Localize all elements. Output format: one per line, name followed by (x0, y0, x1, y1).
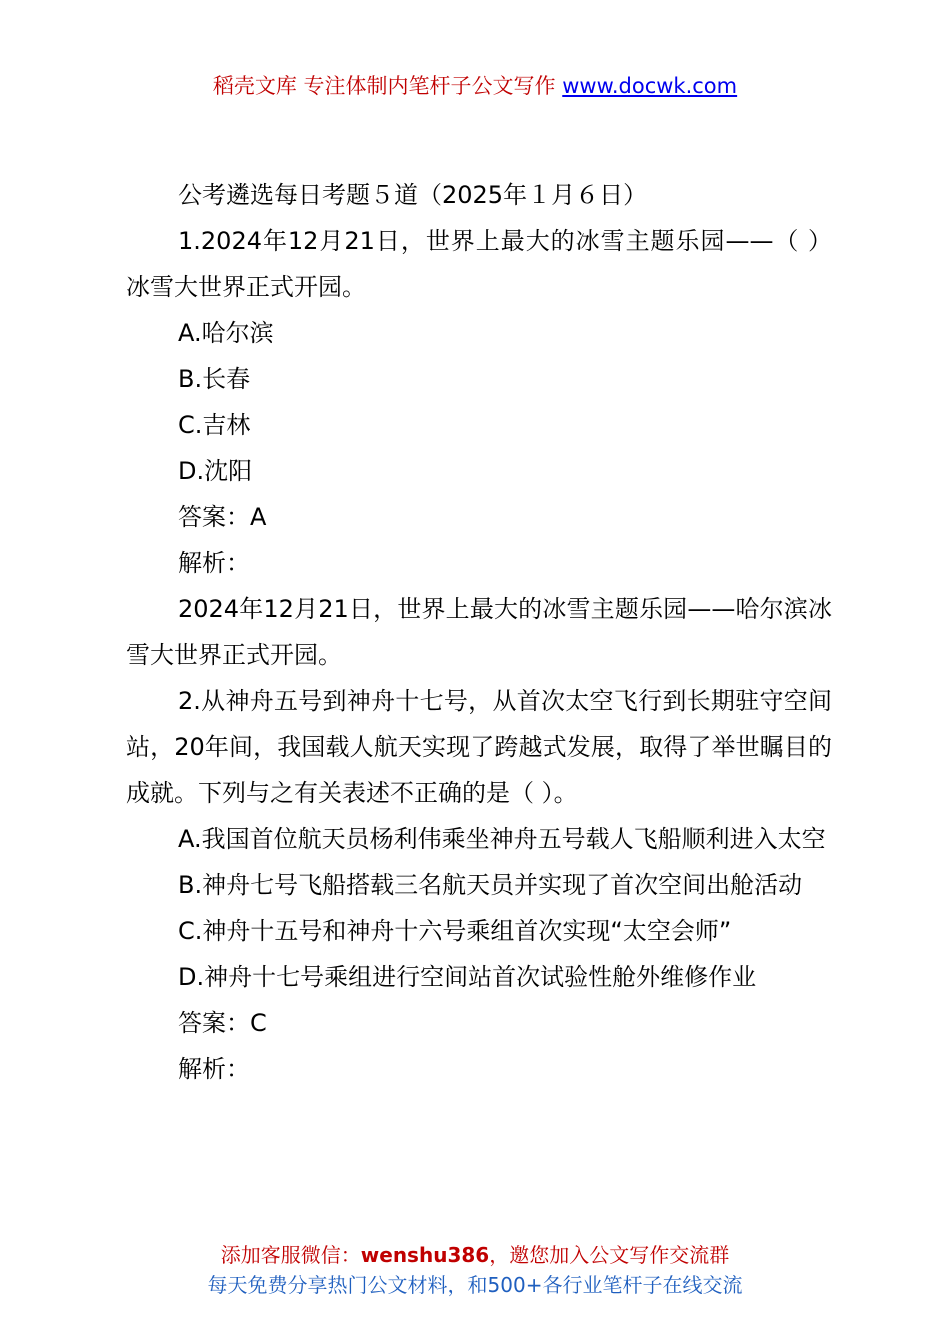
q1-analysis: 2024年12月21日，世界上最大的冰雪主题乐园——哈尔滨冰雪大世界正式开园。 (126, 595, 832, 669)
footer-wechat-id: wenshu386 (360, 1243, 490, 1267)
document-body (126, 172, 832, 1092)
q1-option-a: A.哈尔滨 (178, 319, 274, 347)
q1-option-c: C.吉林 (178, 411, 251, 439)
footer-prefix: 添加客服微信： (220, 1243, 361, 1267)
q1-answer: 答案：A (178, 503, 267, 531)
footer-line-2: 每天免费分享热门公文材料，和500+各行业笔杆子在线交流 (207, 1273, 743, 1297)
q2-analysis-label: 解析： (178, 1055, 250, 1083)
q2-option-c: C.神舟十五号和神舟十六号乘组首次实现“太空会师” (178, 917, 732, 945)
q2-option-a: A.我国首位航天员杨利伟乘坐神舟五号载人飞船顺利进入太空 (178, 825, 826, 853)
header-text: 稻壳文库 专注体制内笔杆子公文写作 (212, 74, 556, 98)
q2-option-b: B.神舟七号飞船搭载三名航天员并实现了首次空间出舱活动 (178, 871, 803, 899)
document-title: 公考遴选每日考题５道（2025年１月６日） (178, 181, 648, 209)
page-header (0, 70, 950, 100)
page-footer (0, 1240, 950, 1300)
q2-answer: 答案：C (178, 1009, 267, 1037)
q1-analysis-label: 解析： (178, 549, 250, 577)
q1-stem: 1.2024年12月21日，世界上最大的冰雪主题乐园——（ ）冰雪大世界正式开园。 (126, 227, 832, 301)
q2-stem: 2.从神舟五号到神舟十七号，从首次太空飞行到长期驻守空间站，20年间，我国载人航天实现了跨越式发展，取得了举世瞩目的成就。下列与之有关表述不正确的是（ ）。 (126, 687, 832, 807)
q1-option-d: D.沈阳 (178, 457, 253, 485)
footer-suffix: ，邀您加入公文写作交流群 (489, 1243, 730, 1267)
header-link[interactable]: www.docwk.com (562, 74, 738, 98)
footer-line-1 (0, 1240, 950, 1270)
q1-option-b: B.长春 (178, 365, 251, 393)
q2-option-d: D.神舟十七号乘组进行空间站首次试验性舱外维修作业 (178, 963, 757, 991)
